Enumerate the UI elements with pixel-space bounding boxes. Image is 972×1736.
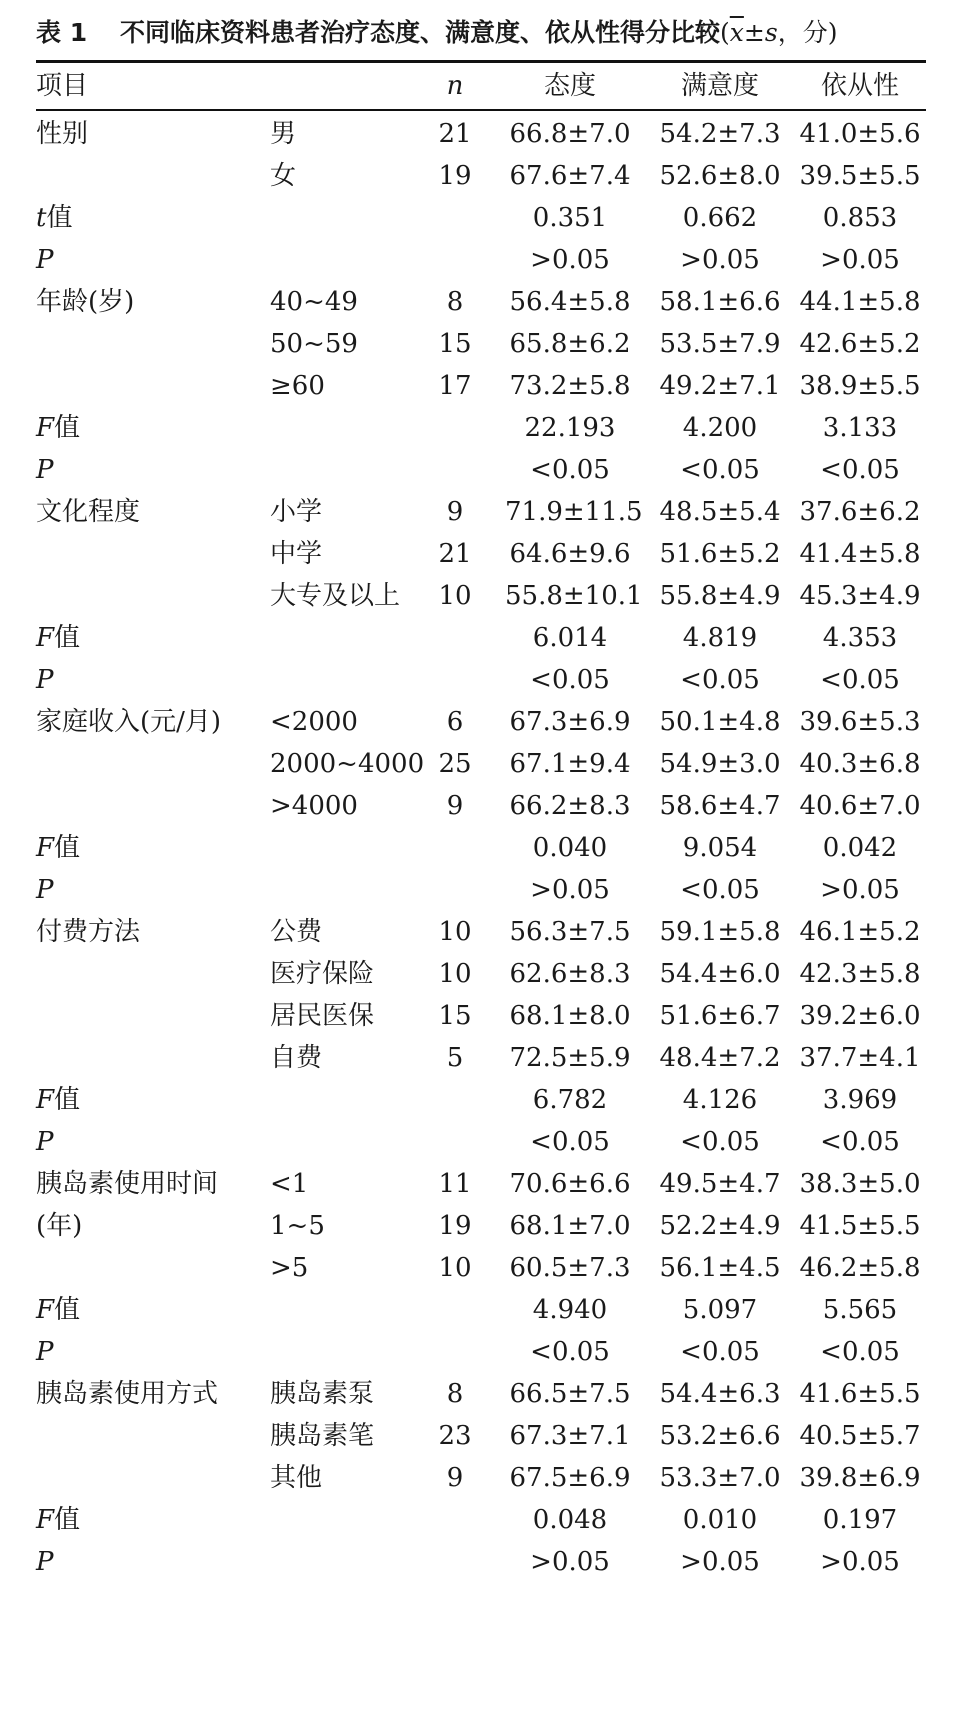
row-item: 付费方法 bbox=[36, 917, 141, 947]
cell-attitude: >0.05 bbox=[530, 875, 610, 905]
cell-attitude: 6.014 bbox=[532, 623, 608, 653]
row-item: 年龄(岁) bbox=[36, 287, 135, 317]
cell-satisfaction: 59.1±5.8 bbox=[659, 917, 781, 947]
row-n: 15 bbox=[438, 329, 472, 359]
cell-adherence: >0.05 bbox=[820, 245, 900, 275]
row-n: 9 bbox=[446, 791, 464, 821]
table-row bbox=[0, 573, 972, 620]
top-rule bbox=[36, 60, 926, 63]
row-subgroup: 其他 bbox=[270, 1463, 323, 1493]
cell-satisfaction: 58.6±4.7 bbox=[659, 791, 781, 821]
row-subgroup: >5 bbox=[270, 1253, 309, 1283]
row-subgroup: 胰岛素笔 bbox=[270, 1421, 375, 1451]
stat-label bbox=[36, 615, 80, 662]
cell-satisfaction: <0.05 bbox=[680, 1337, 760, 1367]
cell-satisfaction: 54.9±3.0 bbox=[659, 749, 781, 779]
cell-attitude: 60.5±7.3 bbox=[509, 1253, 631, 1283]
stat-label bbox=[36, 1287, 80, 1334]
row-n: 5 bbox=[446, 1043, 464, 1073]
cell-attitude: 65.8±6.2 bbox=[509, 329, 631, 359]
row-item: 文化程度 bbox=[36, 497, 141, 527]
cell-attitude: 71.9±11.5 bbox=[505, 497, 643, 527]
row-subgroup: 胰岛素泵 bbox=[270, 1379, 375, 1409]
cell-satisfaction: 5.097 bbox=[682, 1295, 758, 1325]
cell-satisfaction: 54.4±6.3 bbox=[659, 1379, 781, 1409]
table-row bbox=[0, 909, 972, 956]
table-row bbox=[0, 1245, 972, 1292]
header-n: n bbox=[446, 71, 464, 101]
stat-label bbox=[36, 1077, 80, 1124]
cell-adherence: 46.2±5.8 bbox=[799, 1253, 921, 1283]
header-attitude: 态度 bbox=[543, 71, 596, 101]
table-title bbox=[36, 10, 936, 56]
cell-adherence: 45.3±4.9 bbox=[799, 581, 921, 611]
cell-adherence: 3.969 bbox=[822, 1085, 898, 1115]
row-n: 19 bbox=[438, 161, 472, 191]
cell-satisfaction: 49.5±4.7 bbox=[659, 1169, 781, 1199]
stat-symbol: P bbox=[36, 1547, 54, 1577]
stat-label bbox=[36, 405, 80, 452]
cell-adherence: 39.5±5.5 bbox=[799, 161, 921, 191]
cell-attitude: 67.1±9.4 bbox=[509, 749, 631, 779]
stat-symbol: P bbox=[36, 875, 54, 905]
mean-symbol: $\overline{x}$ bbox=[729, 18, 744, 47]
row-n: 10 bbox=[438, 1253, 472, 1283]
stat-symbol: F bbox=[36, 1505, 55, 1535]
cell-adherence: 40.5±5.7 bbox=[799, 1421, 921, 1451]
cell-attitude: 0.048 bbox=[532, 1505, 608, 1535]
cell-satisfaction: 52.2±4.9 bbox=[659, 1211, 781, 1241]
stat-row bbox=[0, 1077, 972, 1124]
stat-symbol: P bbox=[36, 455, 54, 485]
cell-attitude: >0.05 bbox=[530, 1547, 610, 1577]
cell-attitude: 55.8±10.1 bbox=[505, 581, 643, 611]
cell-adherence: 40.6±7.0 bbox=[799, 791, 921, 821]
stat-row bbox=[0, 867, 972, 914]
stat-symbol: F bbox=[36, 1085, 55, 1115]
row-subgroup: 2000~4000 bbox=[270, 749, 425, 779]
row-subgroup: 居民医保 bbox=[270, 1001, 375, 1031]
stat-word: 值 bbox=[54, 413, 81, 443]
stat-label bbox=[36, 1329, 54, 1376]
stat-symbol: t bbox=[36, 203, 47, 233]
cell-satisfaction: 4.819 bbox=[682, 623, 758, 653]
cell-satisfaction: 56.1±4.5 bbox=[659, 1253, 781, 1283]
row-n: 10 bbox=[438, 959, 472, 989]
table-row bbox=[0, 741, 972, 788]
stat-label bbox=[36, 237, 54, 284]
cell-satisfaction: 9.054 bbox=[682, 833, 758, 863]
row-subgroup: ≥60 bbox=[270, 371, 325, 401]
cell-satisfaction: 54.4±6.0 bbox=[659, 959, 781, 989]
cell-attitude: 68.1±8.0 bbox=[509, 1001, 631, 1031]
stat-word: 值 bbox=[54, 1295, 81, 1325]
stat-symbol: F bbox=[36, 1295, 55, 1325]
cell-satisfaction: 4.126 bbox=[682, 1085, 758, 1115]
table-row bbox=[0, 1413, 972, 1460]
cell-adherence: 42.3±5.8 bbox=[799, 959, 921, 989]
table-row bbox=[0, 111, 972, 158]
table-row bbox=[0, 783, 972, 830]
stat-symbol: P bbox=[36, 245, 54, 275]
table-row bbox=[0, 1203, 972, 1250]
cell-satisfaction: 53.5±7.9 bbox=[659, 329, 781, 359]
cell-satisfaction: >0.05 bbox=[680, 245, 760, 275]
table-row bbox=[0, 699, 972, 746]
cell-satisfaction: 0.662 bbox=[682, 203, 758, 233]
stat-row bbox=[0, 1329, 972, 1376]
row-n: 23 bbox=[438, 1421, 472, 1451]
row-subgroup: 50~59 bbox=[270, 329, 358, 359]
cell-attitude: <0.05 bbox=[530, 665, 610, 695]
row-n: 6 bbox=[446, 707, 464, 737]
cell-satisfaction: 53.2±6.6 bbox=[659, 1421, 781, 1451]
cell-adherence: >0.05 bbox=[820, 875, 900, 905]
table-row bbox=[0, 489, 972, 536]
cell-satisfaction: 48.5±5.4 bbox=[659, 497, 781, 527]
stat-row bbox=[0, 405, 972, 452]
stat-symbol: F bbox=[36, 833, 55, 863]
cell-attitude: 67.6±7.4 bbox=[509, 161, 631, 191]
stat-label bbox=[36, 657, 54, 704]
row-subgroup: 40~49 bbox=[270, 287, 358, 317]
cell-attitude: 22.193 bbox=[524, 413, 616, 443]
cell-satisfaction: 58.1±6.6 bbox=[659, 287, 781, 317]
cell-attitude: 0.040 bbox=[532, 833, 608, 863]
cell-satisfaction: 0.010 bbox=[682, 1505, 758, 1535]
stat-row bbox=[0, 1287, 972, 1334]
stat-symbol: F bbox=[36, 623, 55, 653]
cell-satisfaction: 49.2±7.1 bbox=[659, 371, 781, 401]
cell-adherence: 38.3±5.0 bbox=[799, 1169, 921, 1199]
cell-adherence: >0.05 bbox=[820, 1547, 900, 1577]
cell-adherence: <0.05 bbox=[820, 665, 900, 695]
row-n: 9 bbox=[446, 1463, 464, 1493]
cell-attitude: 56.4±5.8 bbox=[509, 287, 631, 317]
row-item: 胰岛素使用时间 bbox=[36, 1169, 219, 1199]
cell-attitude: 66.8±7.0 bbox=[509, 119, 631, 149]
stat-row bbox=[0, 1539, 972, 1586]
cell-adherence: 41.6±5.5 bbox=[799, 1379, 921, 1409]
stat-row bbox=[0, 195, 972, 242]
stat-label bbox=[36, 1119, 54, 1166]
stat-word: 值 bbox=[54, 623, 81, 653]
row-n: 8 bbox=[446, 287, 464, 317]
row-n: 17 bbox=[438, 371, 472, 401]
stat-label bbox=[36, 867, 54, 914]
row-subgroup: 小学 bbox=[270, 497, 323, 527]
cell-adherence: 39.6±5.3 bbox=[799, 707, 921, 737]
cell-adherence: 46.1±5.2 bbox=[799, 917, 921, 947]
stat-label bbox=[36, 195, 72, 242]
stat-symbol: P bbox=[36, 665, 54, 695]
cell-satisfaction: 48.4±7.2 bbox=[659, 1043, 781, 1073]
cell-adherence: 38.9±5.5 bbox=[799, 371, 921, 401]
row-n: 15 bbox=[438, 1001, 472, 1031]
table-row bbox=[0, 1371, 972, 1418]
cell-attitude: >0.05 bbox=[530, 245, 610, 275]
cell-satisfaction: >0.05 bbox=[680, 1547, 760, 1577]
cell-attitude: 72.5±5.9 bbox=[509, 1043, 631, 1073]
row-n: 8 bbox=[446, 1379, 464, 1409]
table-row bbox=[0, 531, 972, 578]
cell-adherence: 40.3±6.8 bbox=[799, 749, 921, 779]
stat-row bbox=[0, 447, 972, 494]
cell-satisfaction: 55.8±4.9 bbox=[659, 581, 781, 611]
cell-adherence: 42.6±5.2 bbox=[799, 329, 921, 359]
cell-adherence: 0.853 bbox=[822, 203, 898, 233]
cell-adherence: <0.05 bbox=[820, 1337, 900, 1367]
cell-attitude: 68.1±7.0 bbox=[509, 1211, 631, 1241]
cell-adherence: 41.5±5.5 bbox=[799, 1211, 921, 1241]
cell-attitude: 70.6±6.6 bbox=[509, 1169, 631, 1199]
stat-row bbox=[0, 1497, 972, 1544]
table-row bbox=[0, 1455, 972, 1502]
stat-label bbox=[36, 447, 54, 494]
stat-label bbox=[36, 825, 80, 872]
stat-label bbox=[36, 1497, 80, 1544]
row-subgroup: <1 bbox=[270, 1169, 309, 1199]
cell-satisfaction: 50.1±4.8 bbox=[659, 707, 781, 737]
cell-adherence: 37.7±4.1 bbox=[799, 1043, 921, 1073]
row-subgroup: 大专及以上 bbox=[270, 581, 401, 611]
cell-attitude: 62.6±8.3 bbox=[509, 959, 631, 989]
table-row bbox=[0, 993, 972, 1040]
row-n: 21 bbox=[438, 539, 472, 569]
cell-satisfaction: 51.6±5.2 bbox=[659, 539, 781, 569]
cell-attitude: 66.5±7.5 bbox=[509, 1379, 631, 1409]
cell-satisfaction: <0.05 bbox=[680, 665, 760, 695]
cell-adherence: 44.1±5.8 bbox=[799, 287, 921, 317]
table-label: 表 1 bbox=[36, 18, 88, 47]
cell-adherence: 4.353 bbox=[822, 623, 898, 653]
header-item: 项目 bbox=[36, 71, 89, 101]
cell-adherence: 5.565 bbox=[822, 1295, 898, 1325]
cell-attitude: 4.940 bbox=[532, 1295, 608, 1325]
row-n: 25 bbox=[438, 749, 472, 779]
stat-symbol: P bbox=[36, 1127, 54, 1157]
table-row bbox=[0, 153, 972, 200]
stat-symbol: P bbox=[36, 1337, 54, 1367]
cell-satisfaction: 51.6±6.7 bbox=[659, 1001, 781, 1031]
row-subgroup: 公费 bbox=[270, 917, 323, 947]
stat-row bbox=[0, 237, 972, 284]
row-item: 家庭收入(元/月) bbox=[36, 707, 222, 737]
stat-word: 值 bbox=[54, 833, 81, 863]
row-subgroup: 男 bbox=[270, 119, 297, 149]
row-subgroup: <2000 bbox=[270, 707, 358, 737]
table-row bbox=[0, 1035, 972, 1082]
row-subgroup: 自费 bbox=[270, 1043, 323, 1073]
table-title-notation: ($\overline{x}\pm s$，分) bbox=[720, 18, 838, 47]
row-n: 10 bbox=[438, 917, 472, 947]
cell-attitude: <0.05 bbox=[530, 1127, 610, 1157]
cell-attitude: 56.3±7.5 bbox=[509, 917, 631, 947]
cell-satisfaction: 4.200 bbox=[682, 413, 758, 443]
header-satisfaction: 满意度 bbox=[680, 71, 759, 101]
table-row bbox=[0, 363, 972, 410]
cell-attitude: 73.2±5.8 bbox=[509, 371, 631, 401]
table-header bbox=[0, 64, 972, 108]
cell-adherence: 39.2±6.0 bbox=[799, 1001, 921, 1031]
stat-row bbox=[0, 825, 972, 872]
stat-word: 值 bbox=[46, 203, 73, 233]
row-n: 19 bbox=[438, 1211, 472, 1241]
row-item: 性别 bbox=[36, 119, 89, 149]
table-row bbox=[0, 951, 972, 998]
stat-word: 值 bbox=[54, 1085, 81, 1115]
cell-adherence: <0.05 bbox=[820, 1127, 900, 1157]
row-subgroup: 中学 bbox=[270, 539, 323, 569]
row-n: 21 bbox=[438, 119, 472, 149]
stat-row bbox=[0, 657, 972, 704]
cell-attitude: 67.3±7.1 bbox=[509, 1421, 631, 1451]
row-item: 胰岛素使用方式 bbox=[36, 1379, 219, 1409]
cell-satisfaction: <0.05 bbox=[680, 875, 760, 905]
row-subgroup: 1~5 bbox=[270, 1211, 325, 1241]
cell-attitude: 67.5±6.9 bbox=[509, 1463, 631, 1493]
stat-row bbox=[0, 1119, 972, 1166]
row-subgroup: 医疗保险 bbox=[270, 959, 375, 989]
sd-symbol: s bbox=[764, 18, 778, 47]
cell-attitude: <0.05 bbox=[530, 1337, 610, 1367]
table-row bbox=[0, 279, 972, 326]
unit-label: 分 bbox=[802, 18, 828, 47]
table-row bbox=[0, 1161, 972, 1208]
row-n: 10 bbox=[438, 581, 472, 611]
row-n: 11 bbox=[438, 1169, 472, 1199]
row-subgroup: 女 bbox=[270, 161, 297, 191]
cell-attitude: 0.351 bbox=[532, 203, 608, 233]
cell-attitude: 6.782 bbox=[532, 1085, 608, 1115]
cell-satisfaction: 53.3±7.0 bbox=[659, 1463, 781, 1493]
cell-adherence: 37.6±6.2 bbox=[799, 497, 921, 527]
stat-symbol: F bbox=[36, 413, 55, 443]
cell-adherence: 41.0±5.6 bbox=[799, 119, 921, 149]
cell-adherence: 0.197 bbox=[822, 1505, 898, 1535]
cell-attitude: 64.6±9.6 bbox=[509, 539, 631, 569]
cell-attitude: 66.2±8.3 bbox=[509, 791, 631, 821]
row-n: 9 bbox=[446, 497, 464, 527]
cell-satisfaction: <0.05 bbox=[680, 1127, 760, 1157]
cell-satisfaction: <0.05 bbox=[680, 455, 760, 485]
cell-adherence: <0.05 bbox=[820, 455, 900, 485]
stat-label bbox=[36, 1539, 54, 1586]
cell-attitude: 67.3±6.9 bbox=[509, 707, 631, 737]
cell-satisfaction: 52.6±8.0 bbox=[659, 161, 781, 191]
cell-adherence: 41.4±5.8 bbox=[799, 539, 921, 569]
cell-attitude: <0.05 bbox=[530, 455, 610, 485]
cell-adherence: 3.133 bbox=[822, 413, 898, 443]
cell-adherence: 0.042 bbox=[822, 833, 898, 863]
table-title-text: 不同临床资料患者治疗态度、满意度、依从性得分比较 bbox=[120, 18, 721, 47]
header-adherence: 依从性 bbox=[820, 71, 899, 101]
table-row bbox=[0, 321, 972, 368]
row-item: (年) bbox=[36, 1211, 83, 1241]
row-subgroup: >4000 bbox=[270, 791, 358, 821]
stat-row bbox=[0, 615, 972, 662]
cell-satisfaction: 54.2±7.3 bbox=[659, 119, 781, 149]
stat-word: 值 bbox=[54, 1505, 81, 1535]
cell-adherence: 39.8±6.9 bbox=[799, 1463, 921, 1493]
